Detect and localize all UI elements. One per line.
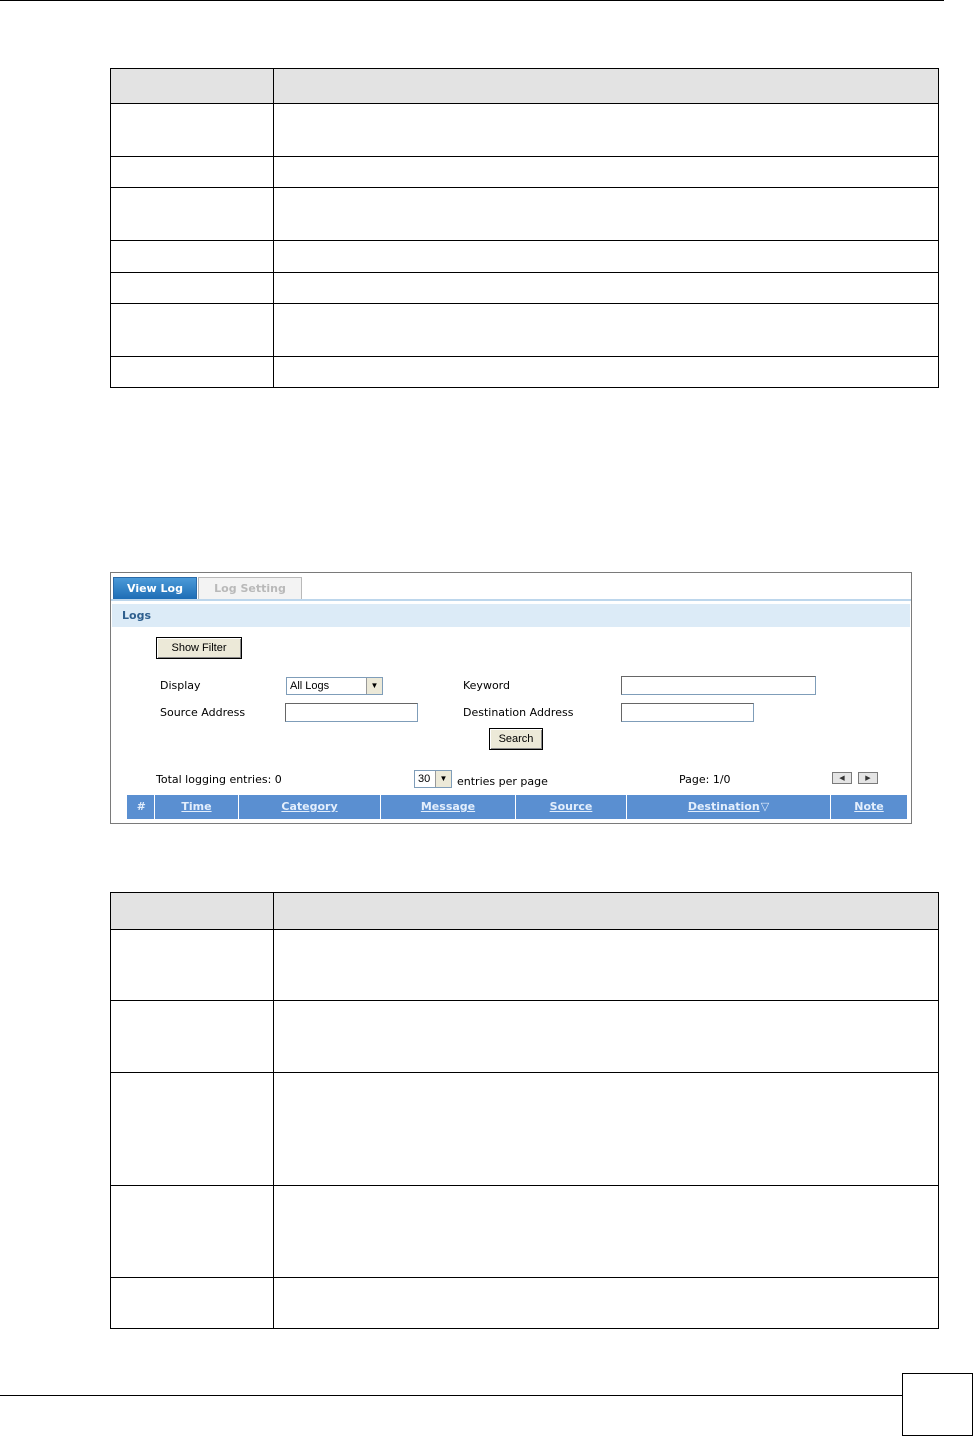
table-row (111, 1186, 939, 1278)
prev-page-icon[interactable]: ◀ (832, 772, 852, 784)
show-filter-button[interactable]: Show Filter (156, 637, 242, 659)
header-rule (0, 0, 944, 1)
table-row (111, 1001, 939, 1073)
table-row (111, 304, 939, 357)
per-page-select[interactable] (414, 770, 452, 788)
column-message[interactable]: Message (381, 795, 516, 819)
view-log-screen (110, 572, 912, 824)
table-row (111, 104, 939, 157)
total-entries-text: Total logging entries: 0 (156, 773, 282, 786)
page-indicator: Page: 1/0 (679, 773, 731, 786)
column-source[interactable]: Source (516, 795, 627, 819)
log-table-header (127, 795, 907, 819)
source-address-label: Source Address (160, 706, 246, 719)
table-row (111, 357, 939, 388)
tab-log-setting[interactable]: Log Setting (198, 577, 302, 599)
table-row (111, 241, 939, 273)
search-button[interactable]: Search (489, 728, 543, 750)
page-number-box (902, 1373, 973, 1436)
per-page-value: 30 (418, 773, 431, 785)
section-title: Logs (112, 604, 910, 627)
column-destination[interactable]: Destination▽ (627, 795, 831, 819)
column-category[interactable]: Category (239, 795, 381, 819)
tab-bar (111, 573, 911, 601)
display-select-value: All Logs (290, 680, 330, 692)
table-row (111, 157, 939, 188)
table-row (111, 1073, 939, 1186)
tab-view-log[interactable]: View Log (113, 577, 197, 599)
table-row (111, 273, 939, 304)
column-time[interactable]: Time (155, 795, 239, 819)
display-label: Display (160, 679, 201, 692)
display-select[interactable] (286, 677, 383, 695)
table-header-row (111, 893, 939, 930)
dropdown-arrow-icon: ▼ (366, 678, 382, 694)
table-row (111, 930, 939, 1001)
next-page-icon[interactable]: ▶ (858, 772, 878, 784)
per-page-label: entries per page (457, 775, 548, 788)
keyword-label: Keyword (463, 679, 510, 692)
table-row (111, 188, 939, 241)
footer-rule (0, 1395, 902, 1396)
keyword-input[interactable] (621, 676, 816, 695)
source-address-input[interactable] (285, 703, 418, 722)
column-index: # (127, 795, 155, 819)
bottom-description-table (110, 892, 939, 1329)
destination-address-input[interactable] (621, 703, 754, 722)
dropdown-arrow-icon: ▼ (435, 771, 451, 787)
top-description-table (110, 68, 939, 388)
column-note[interactable]: Note (854, 800, 884, 813)
table-header-row (111, 69, 939, 104)
destination-address-label: Destination Address (463, 706, 574, 719)
table-row (111, 1278, 939, 1329)
sort-descending-icon: ▽ (760, 800, 770, 813)
